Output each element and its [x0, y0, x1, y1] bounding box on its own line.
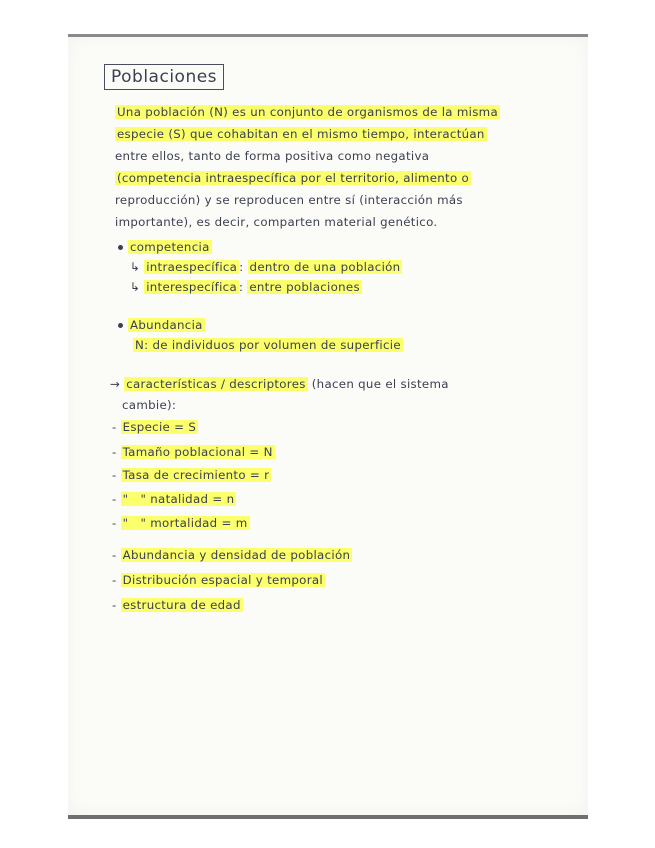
competencia-bullet: competencia [118, 240, 212, 254]
list-item: - Distribución espacial y temporal [112, 573, 323, 587]
bullet-dot-icon [118, 323, 123, 328]
list-item: - estructura de edad [112, 598, 241, 612]
competencia-sub-1: ↳ intraespecífica : dentro de una población [130, 260, 401, 274]
intro-line-4: (competencia intraespecífica por el territorio, alimento o [117, 171, 470, 185]
arrow-right-icon: → [110, 377, 121, 391]
list-item: - Tasa de crecimiento = r [112, 468, 270, 482]
caracteristicas-heading: → características / descriptores (hacen que el sistema [110, 377, 449, 391]
abundancia-desc: N: de individuos por volumen de superficie [135, 338, 401, 352]
bullet-dot-icon [118, 245, 123, 250]
title-text: Poblaciones [111, 67, 218, 87]
competencia-sub-2: ↳ interespecífica : entre poblaciones [130, 280, 360, 294]
intro-line-3: entre ellos, tanto de forma positiva como negativa [115, 149, 430, 163]
intro-line-5: reproducción) y se reproducen entre sí (interacción más [115, 193, 463, 207]
list-item: - Abundancia y densidad de población [112, 548, 351, 562]
list-item: - " " mortalidad = m [112, 516, 248, 530]
branch-arrow-icon: ↳ [130, 280, 141, 294]
intro-line-2: especie (S) que cohabitan en el mismo tiempo, interactúan [117, 127, 485, 141]
list-item: - Tamaño poblacional = N [112, 445, 273, 459]
intro-line-6: importante), es decir, comparten material genético. [115, 215, 438, 229]
page-title [104, 64, 224, 90]
list-item: - " " natalidad = n [112, 492, 235, 506]
caracteristicas-heading-cont: cambie): [122, 398, 177, 412]
branch-arrow-icon: ↳ [130, 260, 141, 274]
abundancia-bullet: Abundancia [118, 318, 205, 332]
intro-line-1: Una población (N) es un conjunto de organismos de la misma [117, 105, 499, 119]
list-item: - Especie = S [112, 420, 197, 434]
